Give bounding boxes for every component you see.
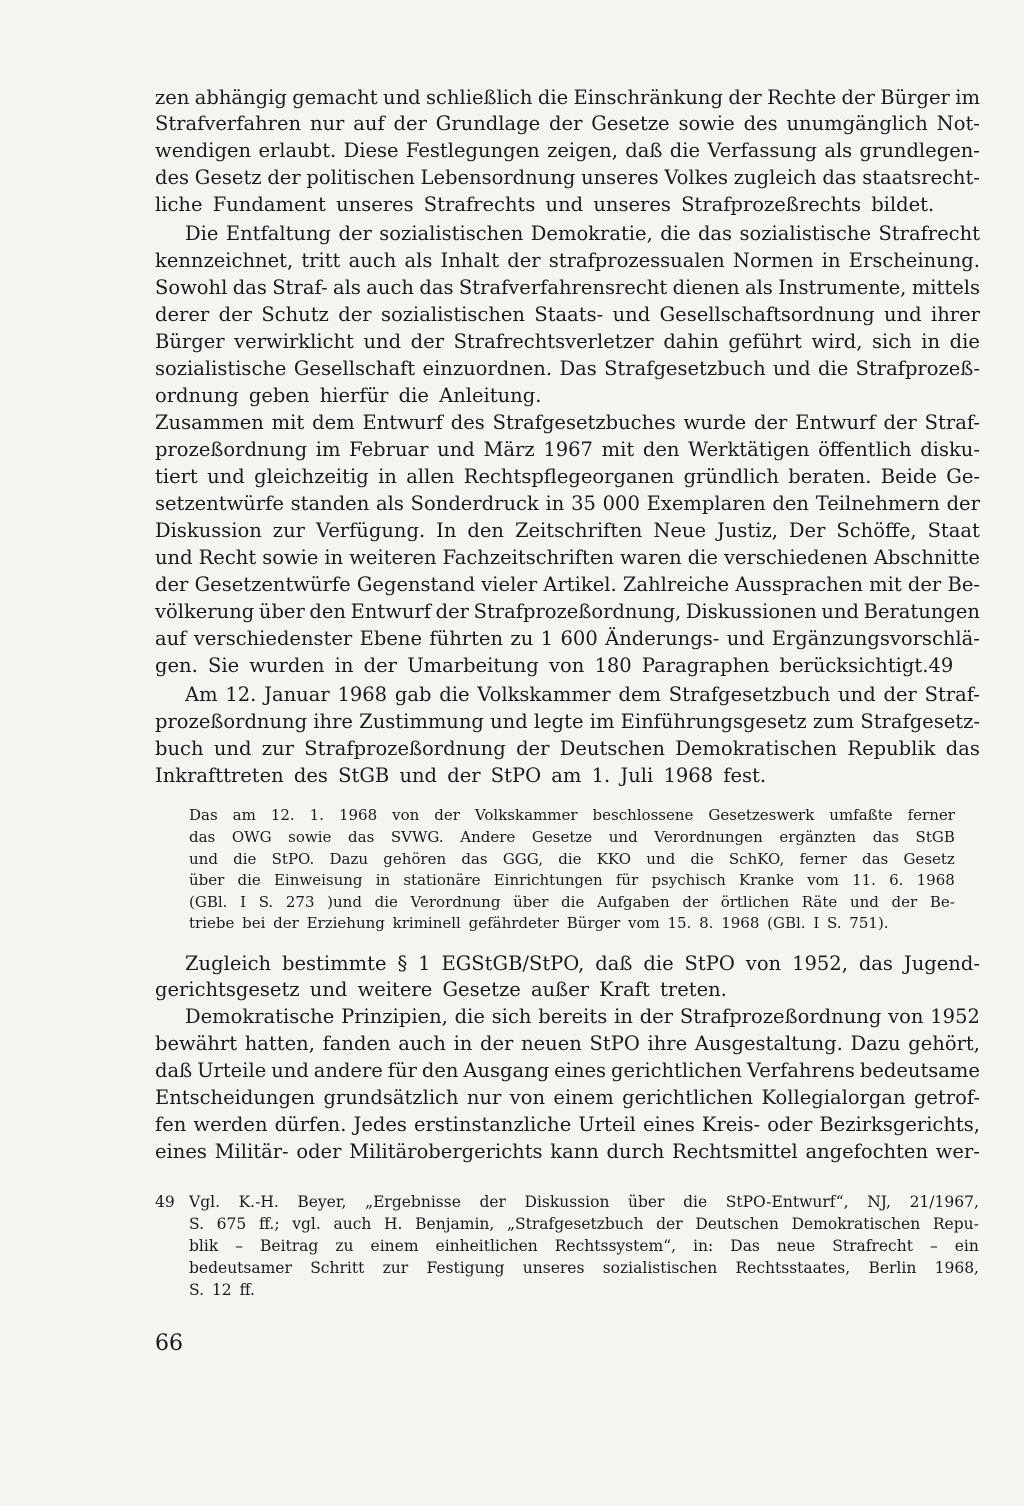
text-line: gen. Sie wurden in der Umarbeitung von 180 Paragraphen berücksichtigt.49 [155,654,954,677]
small-text-line: Das am 12. 1. 1968 von der Volkskammer beschlossene Gesetzeswerk umfaßte ferner [189,806,955,824]
text-line: Bürger verwirklicht und der Strafrechtsverletzer dahin geführt wird, sich in die [155,330,980,353]
text-line: setzentwürfe standen als Sonderdruck in 35 000 Exemplaren den Teilnehmern der [155,492,980,515]
page-number: 66 [155,1331,183,1356]
text-line: Demokratische Prinzipien, die sich bereits in der Strafprozeßordnung von 1952 [185,1005,980,1028]
footnote-line: blik – Beitrag zu einem einheitlichen Rechtssystem“, in: Das neue Strafrecht – ein [189,1237,979,1255]
text-line: Am 12. Januar 1968 gab die Volkskammer dem Strafgesetzbuch und der Straf- [185,683,980,706]
text-line: buch und zur Strafprozeßordnung der Deutschen Demokratischen Republik das [155,737,980,760]
text-line: des Gesetz der politischen Lebensordnung unseres Volkes zugleich das staatsrecht- [155,166,980,189]
text-line: tiert und gleichzeitig in allen Rechtspflegeorganen gründlich beraten. Beide Ge- [155,465,980,488]
text-line: eines Militär- oder Militärobergerichts kann durch Rechtsmittel angefochten wer- [155,1140,980,1163]
text-line: und Recht sowie in weiteren Fachzeitschriften waren die verschiedenen Abschnitte [155,546,980,569]
text-line: gerichtsgesetz und weitere Gesetze außer Kraft treten. [155,978,727,1001]
small-text-line: (GBl. I S. 273 )und die Verordnung über die Aufgaben der örtlichen Räte und der Be- [189,893,955,911]
text-line: derer der Schutz der sozialistischen Staats- und Gesellschaftsordnung und ihrer [155,303,980,326]
text-line: bewährt hatten, fanden auch in der neuen StPO ihre Ausgestaltung. Dazu gehört, [155,1032,980,1055]
text-line: ordnung geben hierfür die Anleitung. [155,384,542,407]
text-line: auf verschiedenster Ebene führten zu 1 600 Änderungs- und Ergänzungsvorschlä- [155,627,980,650]
text-line: Sowohl das Straf- als auch das Strafverfahrensrecht dienen als Instrumente, mittels [155,276,980,299]
text-line: sozialistische Gesellschaft einzuordnen. Das Strafgesetzbuch und die Strafprozeß- [155,357,980,380]
text-line: fen werden dürfen. Jedes erstinstanzliche Urteil eines Kreis- oder Bezirksgerichts, [155,1113,980,1136]
text-line: Strafverfahren nur auf der Grundlage der Gesetze sowie des unumgänglich Not- [155,112,980,135]
footnote-line: bedeutsamer Schritt zur Festigung unseres sozialistischen Rechtsstaates, Berlin 1968, [189,1259,979,1277]
footnote-line: S. 12 ff. [189,1281,255,1299]
small-text-line: über die Einweisung in stationäre Einrichtungen für psychisch Kranke vom 11. 6. 1968 [189,871,955,889]
footnote-number: 49 [155,1193,175,1211]
text-line: der Gesetzentwürfe Gegenstand vieler Artikel. Zahlreiche Aussprachen mit der Be- [155,573,980,596]
footnote-line: Vgl. K.-H. Beyer, „Ergebnisse der Diskussion über die StPO-Entwurf“, NJ, 21/1967, [189,1193,979,1211]
text-line: Zusammen mit dem Entwurf des Strafgesetzbuches wurde der Entwurf der Straf- [155,411,980,434]
text-line: Diskussion zur Verfügung. In den Zeitschriften Neue Justiz, Der Schöffe, Staat [155,519,980,542]
small-text-line: das OWG sowie das SVWG. Andere Gesetze und Verordnungen ergänzten das StGB [189,828,955,846]
text-line: völkerung über den Entwurf der Strafprozeßordnung, Diskussionen und Beratungen [155,600,980,623]
text-line: prozeßordnung ihre Zustimmung und legte im Einführungsgesetz zum Strafgesetz- [155,710,980,733]
text-line: Inkrafttreten des StGB und der StPO am 1. Juli 1968 fest. [155,764,767,787]
text-line: Die Entfaltung der sozialistischen Demokratie, die das sozialistische Strafrecht [185,222,980,245]
text-line: Entscheidungen grundsätzlich nur von einem gerichtlichen Kollegialorgan getrof- [155,1086,980,1109]
text-line: wendigen erlaubt. Diese Festlegungen zeigen, daß die Verfassung als grundlegen- [155,139,980,162]
text-line: kennzeichnet, tritt auch als Inhalt der strafprozessualen Normen in Erscheinung. [155,249,980,272]
text-line: Zugleich bestimmte § 1 EGStGB/StPO, daß die StPO von 1952, das Jugend- [185,952,980,975]
small-text-line: triebe bei der Erziehung kriminell gefährdeter Bürger vom 15. 8. 1968 (GBl. I S. 751). [189,914,889,932]
text-line: prozeßordnung im Februar und März 1967 mit den Werktätigen öffentlich disku- [155,438,980,461]
small-text-line: und die StPO. Dazu gehören das GGG, die KKO und die SchKO, ferner das Gesetz [189,850,955,868]
text-line: zen abhängig gemacht und schließlich die Einschränkung der Rechte der Bürger im [155,86,980,109]
text-line: daß Urteile und andere für den Ausgang eines gerichtlichen Verfahrens bedeutsame [155,1059,980,1082]
footnote-line: S. 675 ff.; vgl. auch H. Benjamin, „Strafgesetzbuch der Deutschen Demokratischen Repu- [189,1215,979,1233]
text-line: liche Fundament unseres Strafrechts und unseres Strafprozeßrechts bildet. [155,193,935,216]
